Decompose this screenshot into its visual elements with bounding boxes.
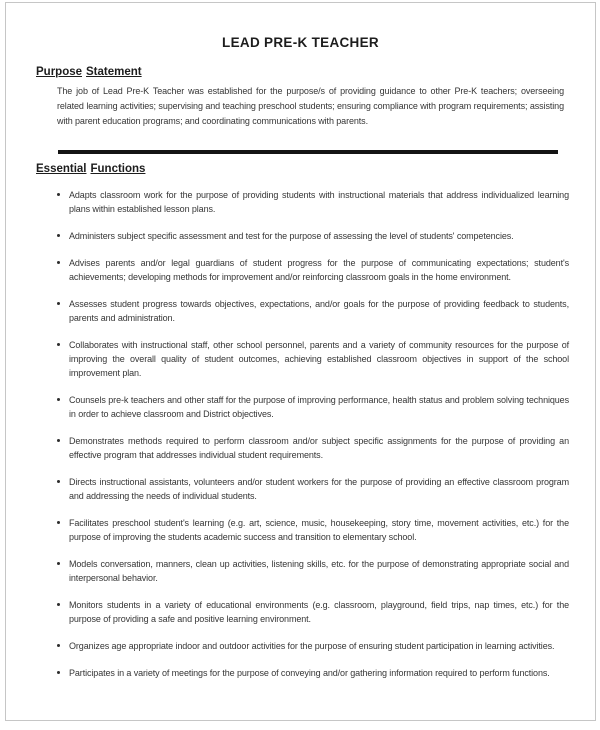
purpose-statement-heading: Purpose Statement <box>36 66 142 78</box>
bullet-icon <box>57 193 60 196</box>
bullet-icon <box>57 302 60 305</box>
essential-function-text: Assesses student progress towards objectives, expectations, and/or goals for the purpose of providing feedback to students, parents and administration. <box>69 299 569 323</box>
essential-functions-list <box>56 188 569 680</box>
essential-function-text: Monitors students in a variety of educational environments (e.g. classroom, playground, field trips, nap times, etc.) for the purpose of providing a safe and positive learning environment. <box>69 600 569 624</box>
essential-function-text: Models conversation, manners, clean up activities, listening skills, etc. for the purpose of demonstrating appropriate social and interpersonal behavior. <box>69 559 569 583</box>
bullet-icon <box>57 234 60 237</box>
document-page <box>5 2 596 721</box>
essential-function-text: Collaborates with instructional staff, other school personnel, parents and a variety of community resources for the purpose of improving the overall quality of student outcomes, achieving established classroom objectives in support of the school improvement plan. <box>69 340 569 378</box>
document-title: LEAD PRE-K TEACHER <box>222 35 379 50</box>
bullet-icon <box>57 343 60 346</box>
essential-function-item <box>56 639 569 653</box>
bullet-icon <box>57 480 60 483</box>
essential-function-item <box>56 666 569 680</box>
essential-function-text: Administers subject specific assessment and test for the purpose of assessing the level of students' competencies. <box>69 231 514 241</box>
bullet-icon <box>57 439 60 442</box>
essential-function-item <box>56 188 569 216</box>
bullet-icon <box>57 521 60 524</box>
bullet-icon <box>57 603 60 606</box>
essential-function-text: Advises parents and/or legal guardians of student progress for the purpose of communicating expectations; student's achievements; developing methods for improvement and/or reinforcing classroom goals in the home environment. <box>69 258 569 282</box>
essential-function-item <box>56 598 569 626</box>
bullet-icon <box>57 562 60 565</box>
purpose-statement-paragraph: The job of Lead Pre-K Teacher was established for the purpose/s of providing guidance to other Pre-K teachers; overseeing related learning activities; supervising and teaching preschool students; ensuring compliance with program requirements; assisting with parent education programs; and coordinating communications with parents. <box>57 86 564 126</box>
essential-function-text: Demonstrates methods required to perform classroom and/or subject specific assignments for the purpose of providing an effective program that addresses individual student requirements. <box>69 436 569 460</box>
section-divider-rule <box>58 150 558 154</box>
essential-functions-heading: Essential Functions <box>36 163 146 175</box>
essential-function-text: Organizes age appropriate indoor and outdoor activities for the purpose of ensuring student participation in learning activities. <box>69 641 555 651</box>
bullet-icon <box>57 398 60 401</box>
essential-function-item <box>56 256 569 284</box>
essential-function-item <box>56 297 569 325</box>
essential-function-text: Facilitates preschool student's learning (e.g. art, science, music, housekeeping, story time, movement activities, etc.) for the purpose of improving the students academic success and transition to elementary school. <box>69 518 569 542</box>
essential-function-text: Directs instructional assistants, volunteers and/or student workers for the purpose of providing an effective classroom program and addressing the needs of individual students. <box>69 477 569 501</box>
essential-function-item <box>56 434 569 462</box>
essential-function-text: Adapts classroom work for the purpose of providing students with instructional materials that address individualized learning plans within established lesson plans. <box>69 190 569 214</box>
bullet-icon <box>57 671 60 674</box>
essential-function-item <box>56 475 569 503</box>
bullet-icon <box>57 261 60 264</box>
essential-function-text: Participates in a variety of meetings for the purpose of conveying and/or gathering information required to perform functions. <box>69 668 550 678</box>
essential-function-item <box>56 557 569 585</box>
bullet-icon <box>57 644 60 647</box>
essential-function-text: Counsels pre-k teachers and other staff for the purpose of improving performance, health status and problem solving techniques in order to achieve classroom and District objectives. <box>69 395 569 419</box>
essential-function-item <box>56 393 569 421</box>
essential-function-item <box>56 229 569 243</box>
essential-function-item <box>56 516 569 544</box>
essential-function-item <box>56 338 569 380</box>
